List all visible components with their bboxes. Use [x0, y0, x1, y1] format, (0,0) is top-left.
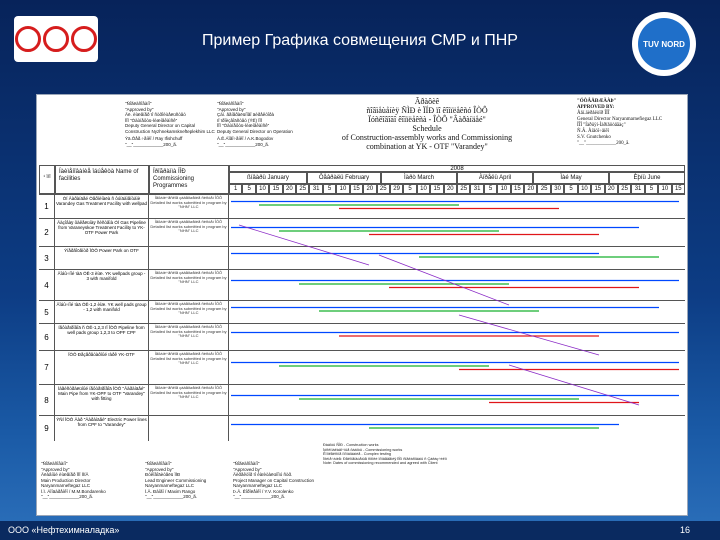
year-header: 2008: [229, 165, 685, 172]
legend-line: Êîìïëåêñíîå îïðîáîâàíèå - Complex testing: [323, 452, 391, 457]
approval-signature: Ýä.Ôåð.÷åíêî / Ray Ifishchuff: [125, 136, 183, 141]
day-header: 15: [350, 184, 363, 194]
approval-line: Ãë. èíæåíåð ïî ñòðîèòåëüñòâó: [125, 112, 186, 117]
month-header: ßíâàðü January: [229, 172, 307, 184]
approval-line: Çàì. ãåíåðàëüíîãî äèðåêòîðà: [217, 112, 275, 117]
legend: [323, 443, 553, 466]
company-name: ООО «Нефтехимналадка»: [8, 525, 120, 535]
legend-line: Ïóñêîíàëàäî÷íûå ðàáîòû - Commissioning works: [323, 447, 403, 452]
day-header: 20: [363, 184, 376, 194]
day-header: 31: [470, 184, 483, 194]
approval-line: Project Manager on Capital Construction: [233, 477, 315, 483]
day-header: 5: [242, 184, 255, 194]
approval-line: "Approved by": [41, 466, 70, 472]
row-number: 3: [39, 247, 55, 269]
schedule-title: [307, 97, 547, 151]
day-header: 20: [283, 184, 296, 194]
day-header: 31: [631, 184, 644, 194]
slide-title: Пример Графика совмещения СМР и ПНР: [202, 32, 518, 49]
row-number: 6: [39, 324, 55, 350]
schedule-title-line: Schedule: [412, 124, 442, 133]
day-header: 10: [497, 184, 510, 194]
day-header: 25: [618, 184, 631, 194]
day-header: 15: [591, 184, 604, 194]
approved-by-line: APPROVED BY:: [577, 105, 615, 110]
schedule-title-line: ñîâìåùåíèÿ ÑÌÐ è ÏÍÐ ïî êîìïëåêñó ÎÒÔ: [366, 106, 488, 115]
day-header: 31: [309, 184, 322, 194]
approval-line: "Ñîãëàñîâàíî": [233, 461, 260, 466]
approval-block-left: [125, 101, 217, 147]
day-header: 10: [417, 184, 430, 194]
approval-line: Main Production Director: [41, 477, 91, 483]
day-header: 10: [658, 184, 671, 194]
day-header: 20: [444, 184, 457, 194]
row-facility-name: Äîáû÷íîé ïàä ÓÊ-1,2 èíæ. YK well pads group - 1,2 with manifold: [55, 301, 149, 323]
day-header: 15: [430, 184, 443, 194]
approved-by-line: General Director Naryanmarnefiegaz LLC: [577, 117, 663, 122]
slide-footer: [0, 521, 720, 540]
certification-logo: [632, 12, 696, 76]
month-header: Àïðåëü April: [457, 172, 533, 184]
schedule-title-line: Ïóñêîâîãî êîìïëåêñà - ÎÒÔ "Âàðàíäåé": [368, 115, 486, 124]
row-facility-name: Ýíåðãîöåíòð ÎÒÔ Power Park on OTF: [55, 247, 149, 269]
row-number: 5: [39, 301, 55, 323]
approved-by-line: "__"____________200_ã.: [577, 141, 630, 146]
approval-line: ïî ïðîèçâîäñòâó (ÝÊ) ÎÎÎ: [217, 117, 263, 123]
gantt-dependency-link: [459, 315, 599, 355]
approval-line: Ðóêîâîäèòåëü ÏÍÐ: [145, 472, 181, 477]
approval-line: "Ñîãëàñîâàíî": [125, 101, 152, 106]
day-header: 20: [605, 184, 618, 194]
row-facility-name: ÎÒÔ Ðåçåðâóàðíûé ïàðê YK-OTF: [55, 351, 149, 384]
row-number: 1: [39, 195, 55, 218]
legend-line: Ðàáîòû ÑÌÐ - Construction works: [323, 443, 379, 447]
approval-bottom-2: [145, 461, 235, 500]
row-programme: Ìåõàíè÷åñêîå çàâåðøåíèå ñèñòåì ÎÒÔ Detailed list works submitted in program by "NHN" LLC: [149, 270, 229, 300]
approval-date: "__"____________200_ã.: [41, 494, 93, 499]
day-header: 25: [537, 184, 550, 194]
row-facility-name: Ìàãèñòðàëüíûé íåôòåïðîâîä ÎÒÔ "Âàðàíäåé" Main Pipe from YK-OPF to OTF "Varandey" with fitting: [55, 385, 149, 415]
approval-signature: Þ.Â. Êîðîëåíêî / Y.V. Korolenko: [233, 488, 294, 494]
day-header: 10: [578, 184, 591, 194]
approval-line: "Approved by": [217, 106, 246, 112]
day-header: 5: [645, 184, 658, 194]
day-header: 10: [256, 184, 269, 194]
day-header: 30: [551, 184, 564, 194]
schedule-title-line: combination at YK - OTF "Varandey": [366, 142, 488, 151]
day-header: 29: [390, 184, 403, 194]
month-header: Ôåâðàëü February: [307, 172, 381, 184]
approved-by-line: Ñ.Â. Ãíåòî÷åíêî: [577, 129, 610, 134]
row-programme: Ìåõàíè÷åñêîå çàâåðøåíèå ñèñòåì ÎÒÔ Detailed list works submitted in program by "NHN" LLC: [149, 351, 229, 384]
schedule-sheet: [36, 94, 688, 516]
approval-line: "Ñîãëàñîâàíî": [217, 101, 244, 106]
approval-signature: Ì.Â. Ðàíãî / Maxim Rango: [145, 488, 196, 494]
approval-line: Ãëàâíûé èíæåíåð ÎÎÎ ÍÌÍÃ: [41, 472, 89, 477]
row-number: 7: [39, 351, 55, 384]
row-programme: Ìåõàíè÷åñêîå çàâåðøåíèå ñèñòåì ÎÒÔ Detailed list works submitted in program by "NHN" LLC: [149, 385, 229, 415]
day-header: 1: [229, 184, 242, 194]
approval-bottom-3: [233, 461, 321, 500]
approval-line: Naryanmarneftegaz LLC: [41, 483, 91, 488]
approval-line: Naryanmarneftegaz LLC: [233, 483, 283, 488]
approved-by-line: S.V. Gnutchenko: [577, 135, 611, 140]
approval-block-center: [217, 101, 309, 147]
approval-line: ÎÎÎ "Òàòíåôòü-Íèæíåêàìñê": [125, 117, 178, 123]
approval-line: "Approved by": [233, 466, 262, 472]
approval-line: "Ñîãëàñîâàíî": [145, 461, 172, 466]
gantt-bars: [39, 165, 685, 441]
day-header: 5: [484, 184, 497, 194]
row-number: 9: [39, 416, 55, 441]
approval-line: Naryanmarneftegaz LLC: [145, 483, 195, 488]
day-header: 25: [457, 184, 470, 194]
page-number: 16: [679, 525, 690, 535]
row-facility-name: Íåôòåïðîâîä ñ ÓÊ-1,2,3 ïî ÎÒÔ Pipeline from well pads group 1,2,3 to OPF CPF: [55, 324, 149, 350]
schedule-title-line: of Construction-assembly works and Commissioning: [341, 133, 513, 142]
tuv-nord-label: TUV NORD: [638, 18, 690, 70]
day-header: 15: [511, 184, 524, 194]
approval-date: "__"____________200_ã.: [145, 494, 197, 499]
month-header: Ìàðò March: [381, 172, 457, 184]
approval-line: Construction Nyzhnekamsknefteplekhim LLC: [125, 128, 215, 134]
legend-line: Note: Dates of commissioning recommended and agreed with Client: [323, 461, 438, 466]
approval-date: "__"____________200_ã.: [233, 494, 285, 499]
day-header: 5: [403, 184, 416, 194]
approval-line: "Approved by": [145, 466, 174, 472]
day-header: 5: [323, 184, 336, 194]
approval-date: "__"____________200_ã.: [125, 141, 177, 147]
row-facility-name: Äîáû÷íîé ïàä ÓÊ-3 èíæ. YK wellpads group - 3 with manifold: [55, 270, 149, 300]
day-header: 15: [672, 184, 685, 194]
row-number: 4: [39, 270, 55, 300]
row-programme: Ìåõàíè÷åñêîå çàâåðøåíèå ñèñòåì ÎÒÔ Detailed list works submitted in program by "NHN" LLC: [149, 195, 229, 218]
month-header: Ìàé May: [533, 172, 609, 184]
day-header: 10: [336, 184, 349, 194]
day-header: 5: [564, 184, 577, 194]
month-header: Èþíü June: [609, 172, 685, 184]
approval-line: Deputy General Director on Operation: [217, 128, 293, 134]
row-programme: Ìåõàíè÷åñêîå çàâåðøåíèå ñèñòåì ÎÒÔ Detailed list works submitted in program by "NHN" LLC: [149, 324, 229, 350]
col-header-num: ¹ ï/ï: [39, 165, 55, 194]
approval-line: Deputy General Director on Capital: [125, 123, 196, 128]
row-facility-name: Ãàçîâàÿ ôàêåëüíàÿ ñèñòåìà ÓÍ Gas Pipeline from Varaneyskoe Treatment Facility to YK-OTF Power Park: [55, 219, 149, 246]
day-header: 20: [524, 184, 537, 194]
row-number: 8: [39, 385, 55, 415]
approved-by-line: ÎÎÎ "Íàðüÿí-Ìàðíåôòåãàç": [577, 123, 626, 128]
row-programme: Ìåõàíè÷åñêîå çàâåðøåíèå ñèñòåì ÎÒÔ Detailed list works submitted in program by "NHN" LLC: [149, 219, 229, 246]
approval-line: ÎÎÎ "Òàòíåôòü-Íèæíåêàìñê": [217, 123, 270, 128]
schedule-title-line: Ãðàôèê: [414, 97, 440, 106]
row-programme: Ìåõàíè÷åñêîå çàâåðøåíèå ñèñòåì ÎÒÔ Detailed list works submitted in program by "NHN" LLC: [149, 301, 229, 323]
approved-by-line: "ÓÒÂÅÐÆÄÀÞ": [577, 99, 617, 104]
approval-line: Äèðåêòîð ïî êàïèòàëüíîìó ñòð.: [233, 472, 293, 477]
approval-signature: Ì.Ì. Áîíäàðåíêî / M.M.Bondarenko: [41, 488, 106, 494]
approval-signature: À.Ê.Áîãî÷åíêî / A.K.Bogodov: [217, 136, 274, 141]
row-number: 2: [39, 219, 55, 246]
approval-line: "Ñîãëàñîâàíî": [41, 461, 68, 466]
col-header-name: Íàèìåíîâàíèå îáúåêòà Name of facilities: [55, 165, 149, 194]
day-header: 25: [296, 184, 309, 194]
row-facility-name: ÓÍ Âàðàíäåé Òåðìèíàëà ñ ôóíäàìåíòàìè Varandey Gas Treatment Facility with wellpad: [55, 195, 149, 218]
day-header: 15: [269, 184, 282, 194]
approval-bottom-1: [41, 461, 131, 500]
approved-by-line: Ãåí.äèðåêòîð ÎÎÎ: [577, 111, 610, 116]
approval-line: Lead Engineer Commissioning: [145, 477, 207, 483]
day-header: 25: [377, 184, 390, 194]
approval-date: "__"____________200_ã.: [217, 141, 269, 147]
legend-line: Ïðèìå÷àíèå: Ðåêîìåíäóåìûå ñðîêè ïðîâåäåíèÿ ÏÍÐ ñîãëàñîâàíû ñ Çàêàç÷èêîì: [323, 456, 447, 461]
col-header-programmes: Ïðîãðàììà ÏÍÐ Commissioning Programmes: [149, 165, 229, 194]
approval-line: "Approved by": [125, 106, 154, 112]
approved-by-block: [577, 99, 685, 147]
row-facility-name: ÝÑÍ ÎÒÔ Âàð "Âàðàíäåé" Electric Power lines from CPF to "Varandey": [55, 416, 149, 441]
